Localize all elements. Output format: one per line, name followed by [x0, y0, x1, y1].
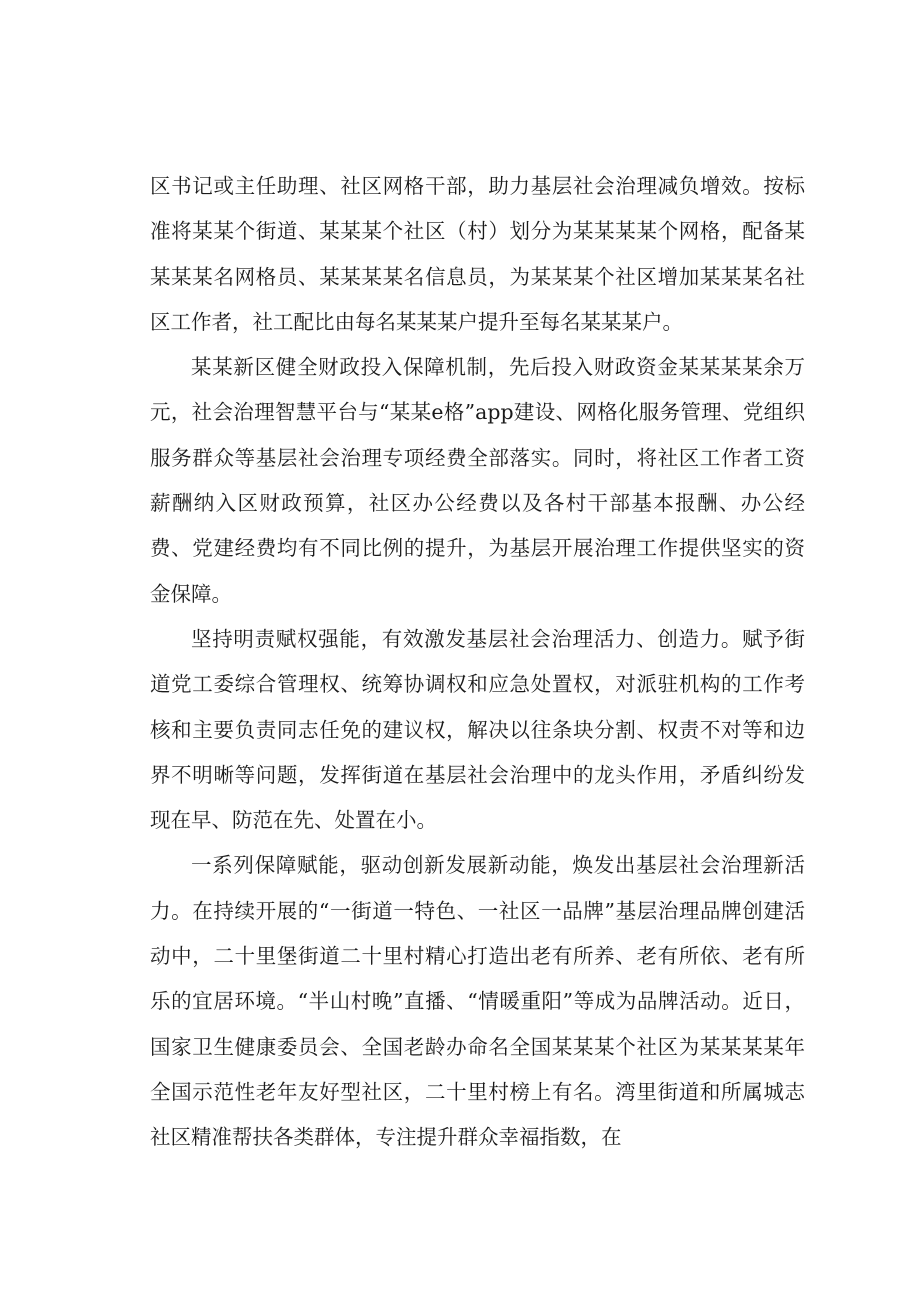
paragraph-1: 区书记或主任助理、社区网格干部，助力基层社会治理减负增效。按标准将某某个街道、某某某个社区（村）划分为某某某某个网格，配备某某某某名网格员、某某某某名信息员，为某某某个社区增加某某某名社区工作者，社工配比由每名某某某户提升至每名某某某户。 — [150, 174, 805, 334]
paragraph-2: 某某新区健全财政投入保障机制，先后投入财政资金某某某某余万元，社会治理智慧平台与“某某e格”app建设、网格化服务管理、党组织服务群众等基层社会治理专项经费全部落实。同时，将社区工作者工资薪酬纳入区财政预算，社区办公经费以及各村干部基本报酬、办公经费、党建经费均有不同比例的提升，为基层开展治理工作提供坚实的资金保障。 — [150, 355, 805, 606]
body-text — [150, 164, 805, 1161]
paragraph-4: 一系列保障赋能，驱动创新发展新动能，焕发出基层社会治理新活力。在持续开展的“一街道一特色、一社区一品牌”基层治理品牌创建活动中，二十里堡街道二十里村精心打造出老有所养、老有所依、老有所乐的宜居环境。“半山村晚”直播、“情暖重阳”等成为品牌活动。近日，国家卫生健康委员会、全国老龄办命名全国某某某个社区为某某某某年全国示范性老年友好型社区，二十里村榜上有名。湾里街道和所属城志社区精准帮扶各类群体，专注提升群众幸福指数，在 — [150, 853, 805, 1150]
paragraph-3: 坚持明责赋权强能，有效激发基层社会治理活力、创造力。赋予街道党工委综合管理权、统筹协调权和应急处置权，对派驻机构的工作考核和主要负责同志任免的建议权，解决以往条块分割、权责不对等和边界不明晰等问题，发挥街道在基层社会治理中的龙头作用，矛盾纠纷发现在早、防范在先、处置在小。 — [150, 626, 805, 833]
